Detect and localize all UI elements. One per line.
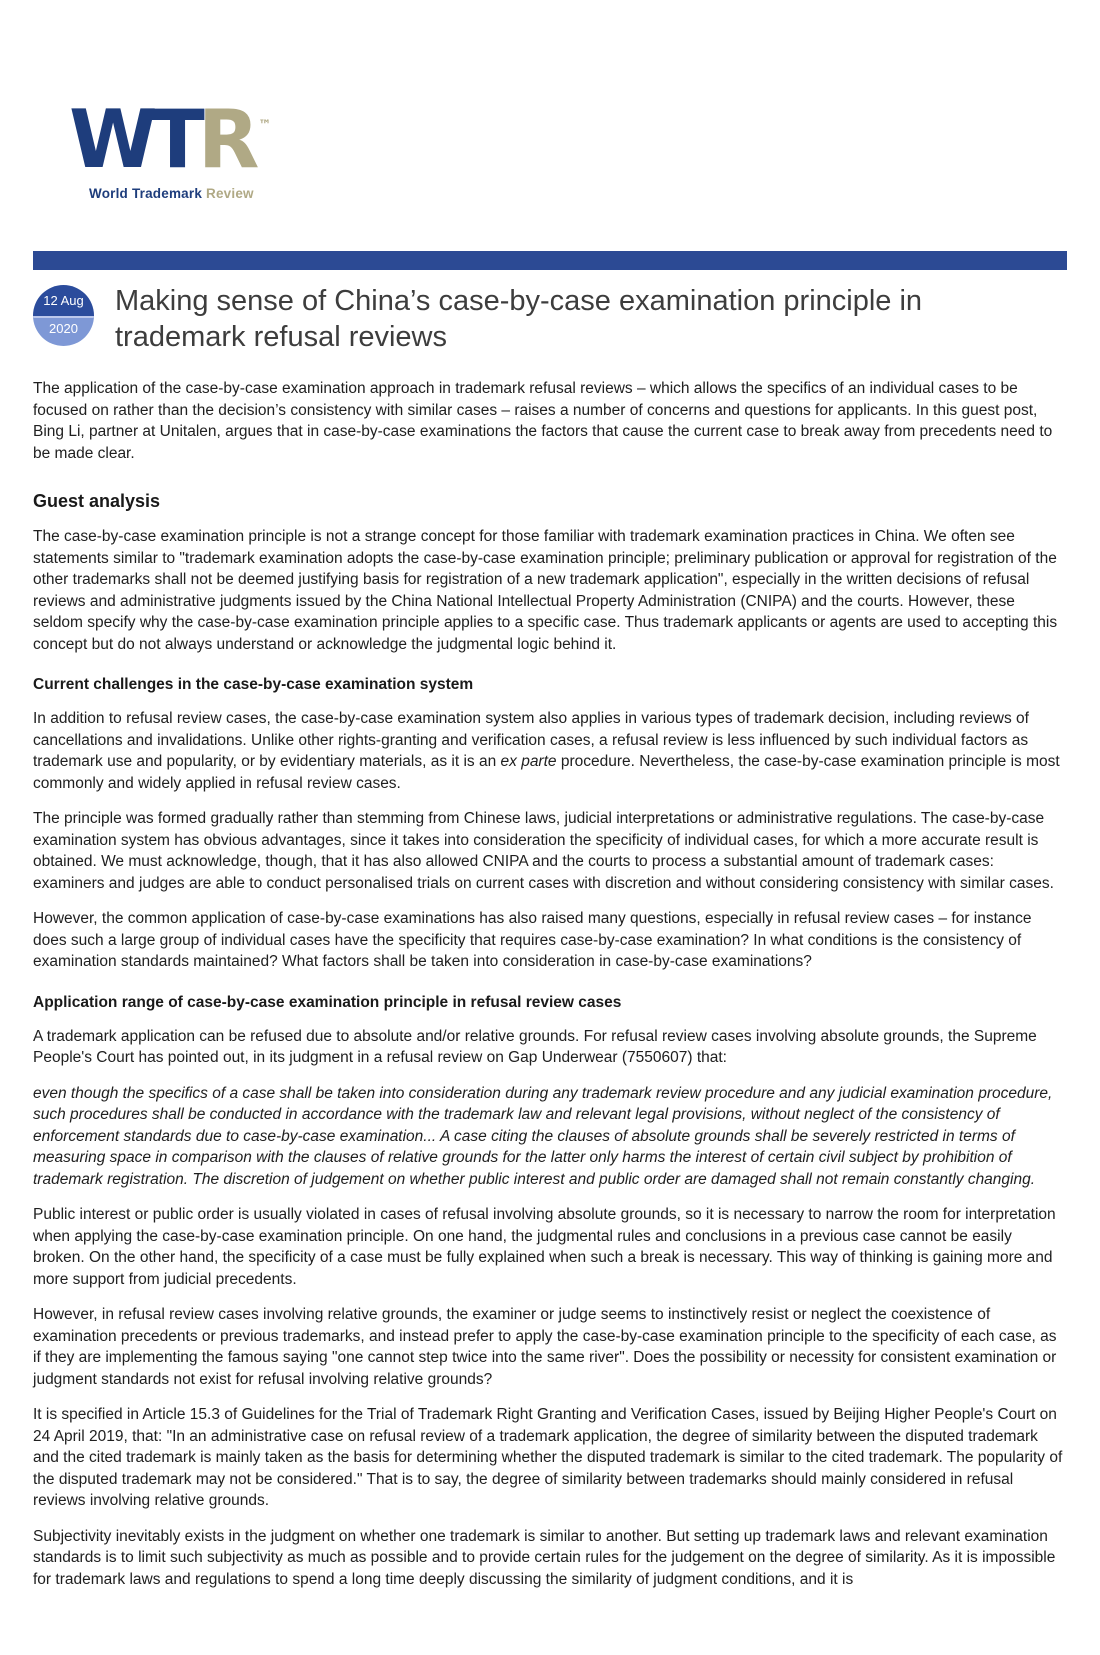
- wtr-logo: [69, 93, 1067, 201]
- sub-heading-application-range: Application range of case-by-case examination principle in refusal review cases: [33, 993, 622, 1011]
- paragraph-relative-grounds: However, in refusal review cases involving relative grounds, the examiner or judge seems to instinctively resist or neglect the coexistence of examination precedents or previous trademarks, and instead prefer to apply the case-by-case examination principle to the specificity of each case, as if they are implementing the famous saying "one cannot step twice into the same river". Does the possibility or necessity for consistent examination or judgment standards not exist for refusal involving relative grounds?: [33, 1306, 1057, 1388]
- paragraph-refusal-grounds: A trademark application can be refused due to absolute and/or relative grounds. For refusal review cases involving absolute grounds, the Supreme People's Court has pointed out, in its judgment in a refusal review on Gap Underwear (7550607) that:: [33, 1027, 1037, 1066]
- paragraph-principle-concept: The case-by-case examination principle is not a strange concept for those familiar with trademark examination practices in China. We often see statements similar to "trademark examination adopts the case-by-case examination principle; preliminary publication or approval for registration of the other trademarks shall not be deemed justifying basis for registration of a new trademark application", especially in the written decisions of refusal reviews and administrative judgments issued by the China National Intellectual Property Administration (CNIPA) and the courts. However, these seldom specify why the case-by-case examination principle applies to a specific case. Thus trademark applicants or agents are used to accepting this concept but do not always understand or acknowledge the judgmental logic behind it.: [33, 528, 1058, 653]
- paragraph-text-pre: In addition to refusal review cases, the case-by-case examination system also applies in various types of trademark decision, including reviews of cancellations and invalidations. Unlike other rights-granting and verification cases, a refusal review is less influenced by such individual factors as trademark use and popularity, or by evidentiary materials, as it is an: [33, 710, 1029, 770]
- header-divider-bar: [33, 251, 1067, 270]
- paragraph-beijing-guidelines: It is specified in Article 15.3 of Guidelines for the Trial of Trademark Right Granting and Verification Cases, issued by Beijing Higher People's Court on 24 April 2019, that: "In an administrative case on refusal review of a trademark application, the degree of similarity between the disputed trademark and the cited trademark is mainly taken as the basis for determining whether the disputed trademark is similar to the cited trademark. The popularity of the disputed trademark may not be considered." That is to say, the degree of similarity between trademarks should mainly considered in refusal reviews involving relative grounds.: [33, 1406, 1063, 1509]
- logo-tagline-review: Review: [206, 186, 254, 201]
- wtr-logo-letters: [69, 93, 1067, 186]
- article-page: [0, 93, 1100, 1590]
- trademark-symbol: ™: [258, 118, 272, 133]
- date-badge-day-month: 12 Aug: [33, 285, 94, 318]
- court-judgment-quote: even though the specifics of a case shall be taken into consideration during any trademark review procedure and any judicial examination procedure, such procedures shall be conducted in accordance with the trademark law and relevant legal provisions, without neglect of the consistency of enforcement standards due to case-by-case examination... A case citing the clauses of absolute grounds shall be severely restricted in terms of measuring space in comparison with the clauses of relative grounds for the latter only harms the interest of certain civil subject by prohibition of trademark registration. The discretion of judgement on whether public interest and public order are damaged shall not remain constantly changing.: [33, 1084, 1053, 1188]
- paragraph-public-interest: Public interest or public order is usually violated in cases of refusal involving absolute grounds, so it is necessary to narrow the room for interpretation when applying the case-by-case examination principle. On one hand, the judgmental rules and conclusions in a previous case cannot be easily broken. On the other hand, the specificity of a case must be fully explained when such a break is necessary. This way of thinking is gaining more and more support from judicial precedents.: [33, 1206, 1056, 1288]
- article-intro: The application of the case-by-case examination approach in trademark refusal reviews – which allows the specifics of an individual cases to be focused on rather than the decision’s consistency with similar cases – raises a number of concerns and questions for applicants. In this guest post, Bing Li, partner at Unitalen, argues that in case-by-case examinations the factors that cause the current case to break away from precedents need to be made clear.: [33, 380, 1053, 462]
- logo-wt-letters: WT: [69, 93, 198, 186]
- date-badge-year: 2020: [33, 318, 94, 346]
- paragraph-raised-questions: However, the common application of case-by-case examinations has also raised many questions, especially in refusal review cases – for instance does such a large group of individual cases have the specificity that requires case-by-case examination? In what conditions is the consistency of examination standards maintained? What factors shall be taken into consideration in case-by-case examinations?: [33, 910, 1032, 970]
- ex-parte-term: ex parte: [500, 753, 557, 770]
- paragraph-application-scope: [33, 708, 1067, 794]
- article-header: [33, 285, 1067, 355]
- page-title: Making sense of China’s case-by-case examination principle in trademark refusal reviews: [115, 285, 923, 353]
- sub-heading-current-challenges: Current challenges in the case-by-case examination system: [33, 676, 474, 693]
- logo-tagline-world-trademark: World Trademark: [89, 186, 203, 201]
- logo-tagline: [89, 186, 1067, 201]
- section-heading-guest-analysis: Guest analysis: [33, 491, 161, 511]
- logo-r-letter: R: [197, 93, 253, 186]
- paragraph-principle-formation: The principle was formed gradually rather than stemming from Chinese laws, judicial interpretations or administrative regulations. The case-by-case examination system has obvious advantages, since it takes into consideration the specificity of individual cases, for which a more accurate result is obtained. We must acknowledge, though, that it has also allowed CNIPA and the courts to process a substantial amount of trademark cases: examiners and judges are able to conduct personalised trials on current cases with discretion and without considering consistency with similar cases.: [33, 810, 1054, 892]
- date-badge: [33, 285, 94, 346]
- paragraph-text-post: procedure. Nevertheless, the case-by-case examination principle is most commonly and widely applied in refusal review cases.: [33, 753, 1060, 792]
- paragraph-subjectivity: Subjectivity inevitably exists in the judgment on whether one trademark is similar to another. But setting up trademark laws and relevant examination standards is to limit such subjectivity as much as possible and to provide certain rules for the judgement on the degree of similarity. As it is impossible for trademark laws and regulations to spend a long time deeply discussing the similarity of judgment conditions, and it is: [33, 1527, 1056, 1588]
